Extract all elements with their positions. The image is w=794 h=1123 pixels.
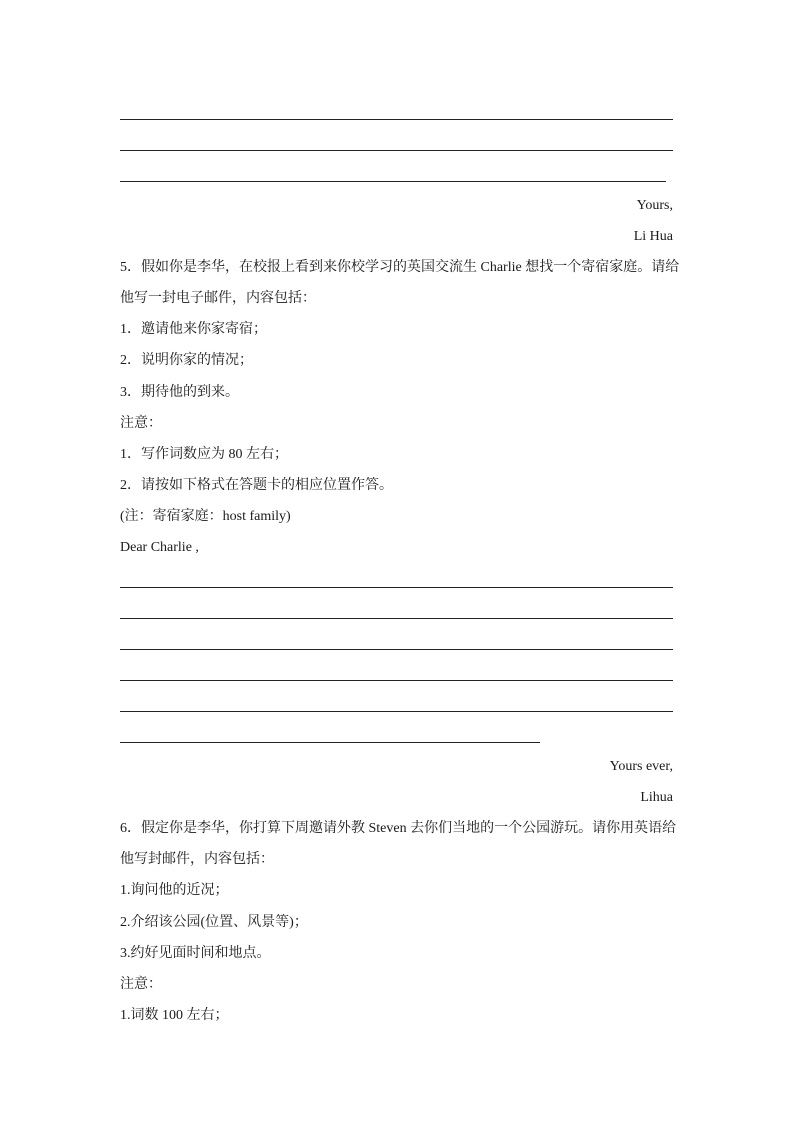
q5-point-1: 1．邀请他来你家寄宿； [120, 322, 267, 337]
q4-signature: Li Hua [633, 229, 673, 244]
q5-note-1: 1．写作词数应为 80 左右； [120, 447, 288, 462]
q5-closing: Yours ever, [609, 759, 673, 774]
answer-line [120, 742, 540, 743]
answer-line [120, 649, 673, 650]
answer-line [120, 150, 673, 151]
q4-closing: Yours, [636, 198, 673, 213]
q5-note-title: 注意： [120, 416, 162, 431]
answer-line [120, 181, 666, 182]
q6-prompt-line-2: 他写封邮件，内容包括： [120, 852, 274, 867]
answer-line [120, 618, 673, 619]
answer-line [120, 711, 673, 712]
q6-note-title: 注意： [120, 977, 162, 992]
q5-point-3: 3．期待他的到来。 [120, 385, 239, 400]
q6-point-3: 3.约好见面时间和地点。 [120, 946, 271, 961]
answer-line [120, 680, 673, 681]
q6-point-2: 2.介绍该公园(位置、风景等)； [120, 915, 308, 930]
q5-prompt-line-2: 他写一封电子邮件，内容包括： [120, 291, 316, 306]
q6-point-1: 1.询问他的近况； [120, 883, 229, 898]
q5-prompt-line-1: 5．假如你是李华，在校报上看到来你校学习的英国交流生 Charlie 想找一个寄宿家庭。请给 [120, 260, 680, 275]
q5-note-2: 2．请按如下格式在答题卡的相应位置作答。 [120, 478, 393, 493]
q6-note-1: 1.词数 100 左右； [120, 1008, 229, 1023]
q5-hint: (注：寄宿家庭：host family) [120, 509, 291, 524]
q5-signature: Lihua [640, 790, 673, 805]
q5-point-2: 2．说明你家的情况； [120, 353, 253, 368]
q6-prompt-line-1: 6．假定你是李华，你打算下周邀请外教 Steven 去你们当地的一个公园游玩。请你用英语给 [120, 821, 677, 836]
answer-line [120, 119, 673, 120]
answer-line [120, 587, 673, 588]
q5-salutation: Dear Charlie , [120, 540, 199, 555]
